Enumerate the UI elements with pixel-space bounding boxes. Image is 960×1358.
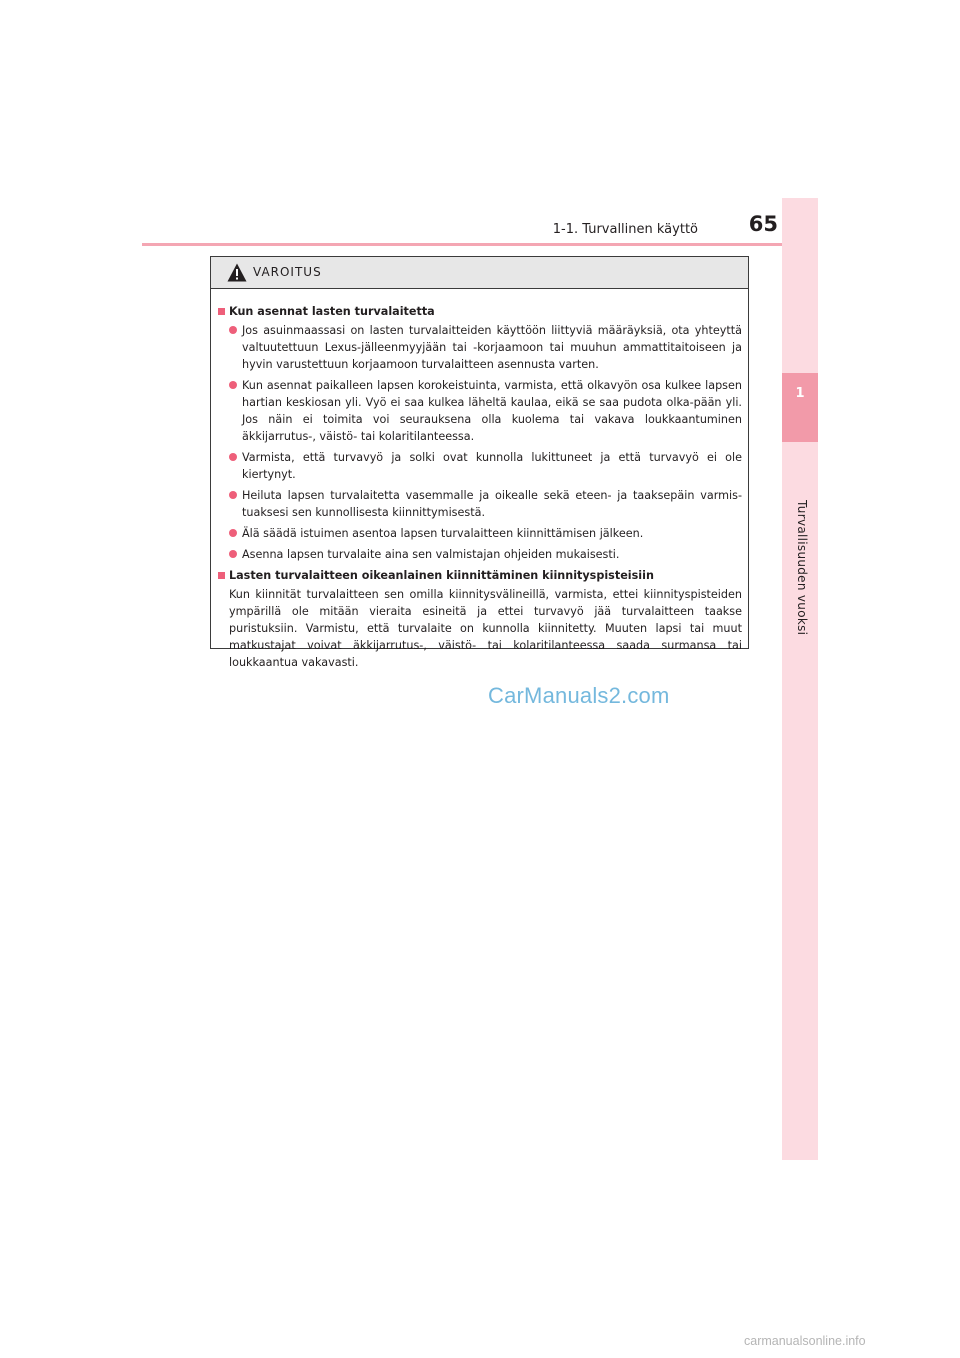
chapter-number: 1	[795, 386, 805, 401]
chapter-tab[interactable]	[782, 373, 818, 442]
warning-body	[211, 289, 748, 671]
warning-triangle-icon	[227, 263, 247, 282]
topic-heading	[218, 567, 742, 584]
bullet-text: Älä säädä istuimen asentoa lapsen turvalaitteen kiinnittämisen jälkeen.	[242, 527, 644, 540]
chapter-title: Turvallisuuden vuoksi	[795, 500, 809, 636]
topic-heading	[218, 303, 742, 320]
bullet-text: Asenna lapsen turvalaite aina sen valmistajan ohjeiden mukaisesti.	[242, 548, 620, 561]
bullet-dot-icon	[229, 326, 237, 334]
bullet-text: Heiluta lapsen turvalaitetta vasemmalle ja oikealle sekä eteen- ja taaksepäin varmis-tuaksesi sen kunnollisesta kiinnittymisestä.	[242, 489, 742, 519]
topic-title: Lasten turvalaitteen oikeanlainen kiinnittäminen kiinnityspisteisiin	[229, 569, 654, 582]
square-bullet-icon	[218, 572, 225, 579]
bullet-dot-icon	[229, 550, 237, 558]
bullet-dot-icon	[229, 491, 237, 499]
topic-paragraph: Kun kiinnität turvalaitteen sen omilla kiinnitysvälineillä, varmista, ettei kiinnityspisteiden ympärillä ole mitään vieraita esineitä ja ettei turvavyö jää turvalaitteen taakse puristuksiin. Varmistu, että turvalaite on kunnolla kiinnitetty. Muuten lapsi tai muut matkustajat voivat äkkijarrutus-, väistö- tai kolaritilanteessa saada surmansa tai loukkaantua vakavasti.	[229, 588, 742, 669]
topic-title: Kun asennat lasten turvalaitetta	[229, 305, 435, 318]
watermark-footer[interactable]: carmanualsonline.info	[744, 1334, 866, 1348]
square-bullet-icon	[218, 308, 225, 315]
chapter-side-strip	[782, 198, 818, 1160]
bullet-text: Varmista, että turvavyö ja solki ovat kunnolla lukittuneet ja että turvavyö ei ole kiertynyt.	[242, 451, 742, 481]
list-item	[218, 377, 742, 445]
header-rule	[142, 243, 818, 246]
page-number: 65	[748, 212, 778, 236]
list-item	[218, 449, 742, 483]
watermark-carmanuals2[interactable]: CarManuals2.com	[488, 683, 670, 708]
bullet-dot-icon	[229, 529, 237, 537]
list-item	[218, 322, 742, 373]
bullet-dot-icon	[229, 381, 237, 389]
bullet-dot-icon	[229, 453, 237, 461]
list-item	[218, 546, 742, 563]
list-item	[218, 525, 742, 542]
warning-box	[210, 256, 749, 669]
bullet-text: Jos asuinmaassasi on lasten turvalaitteiden käyttöön liittyviä määräyksiä, ota yhteyttä valtuutettuun Lexus-jälleenmyyjään tai -korjaamoon tai muuhun ammattitaitoiseen ja hyvin varustettuun korjaamoon turvalaitteen asennusta varten.	[242, 324, 742, 371]
list-item	[218, 487, 742, 521]
warning-header	[211, 257, 748, 289]
warning-label: VAROITUS	[253, 265, 322, 279]
bullet-text: Kun asennat paikalleen lapsen korokeistuinta, varmista, että olkavyön osa kulkee lapsen hartian keskiosan yli. Vyö ei saa kulkea läheltä kaulaa, eikä se saa pudota olka-pään yli. Jos näin ei toimita voi seurauksena olla kuolema tai vakava loukkaantuminen äkkijarrutus-, väistö- tai kolaritilanteessa.	[242, 379, 742, 443]
section-title: 1-1. Turvallinen käyttö	[552, 222, 698, 237]
